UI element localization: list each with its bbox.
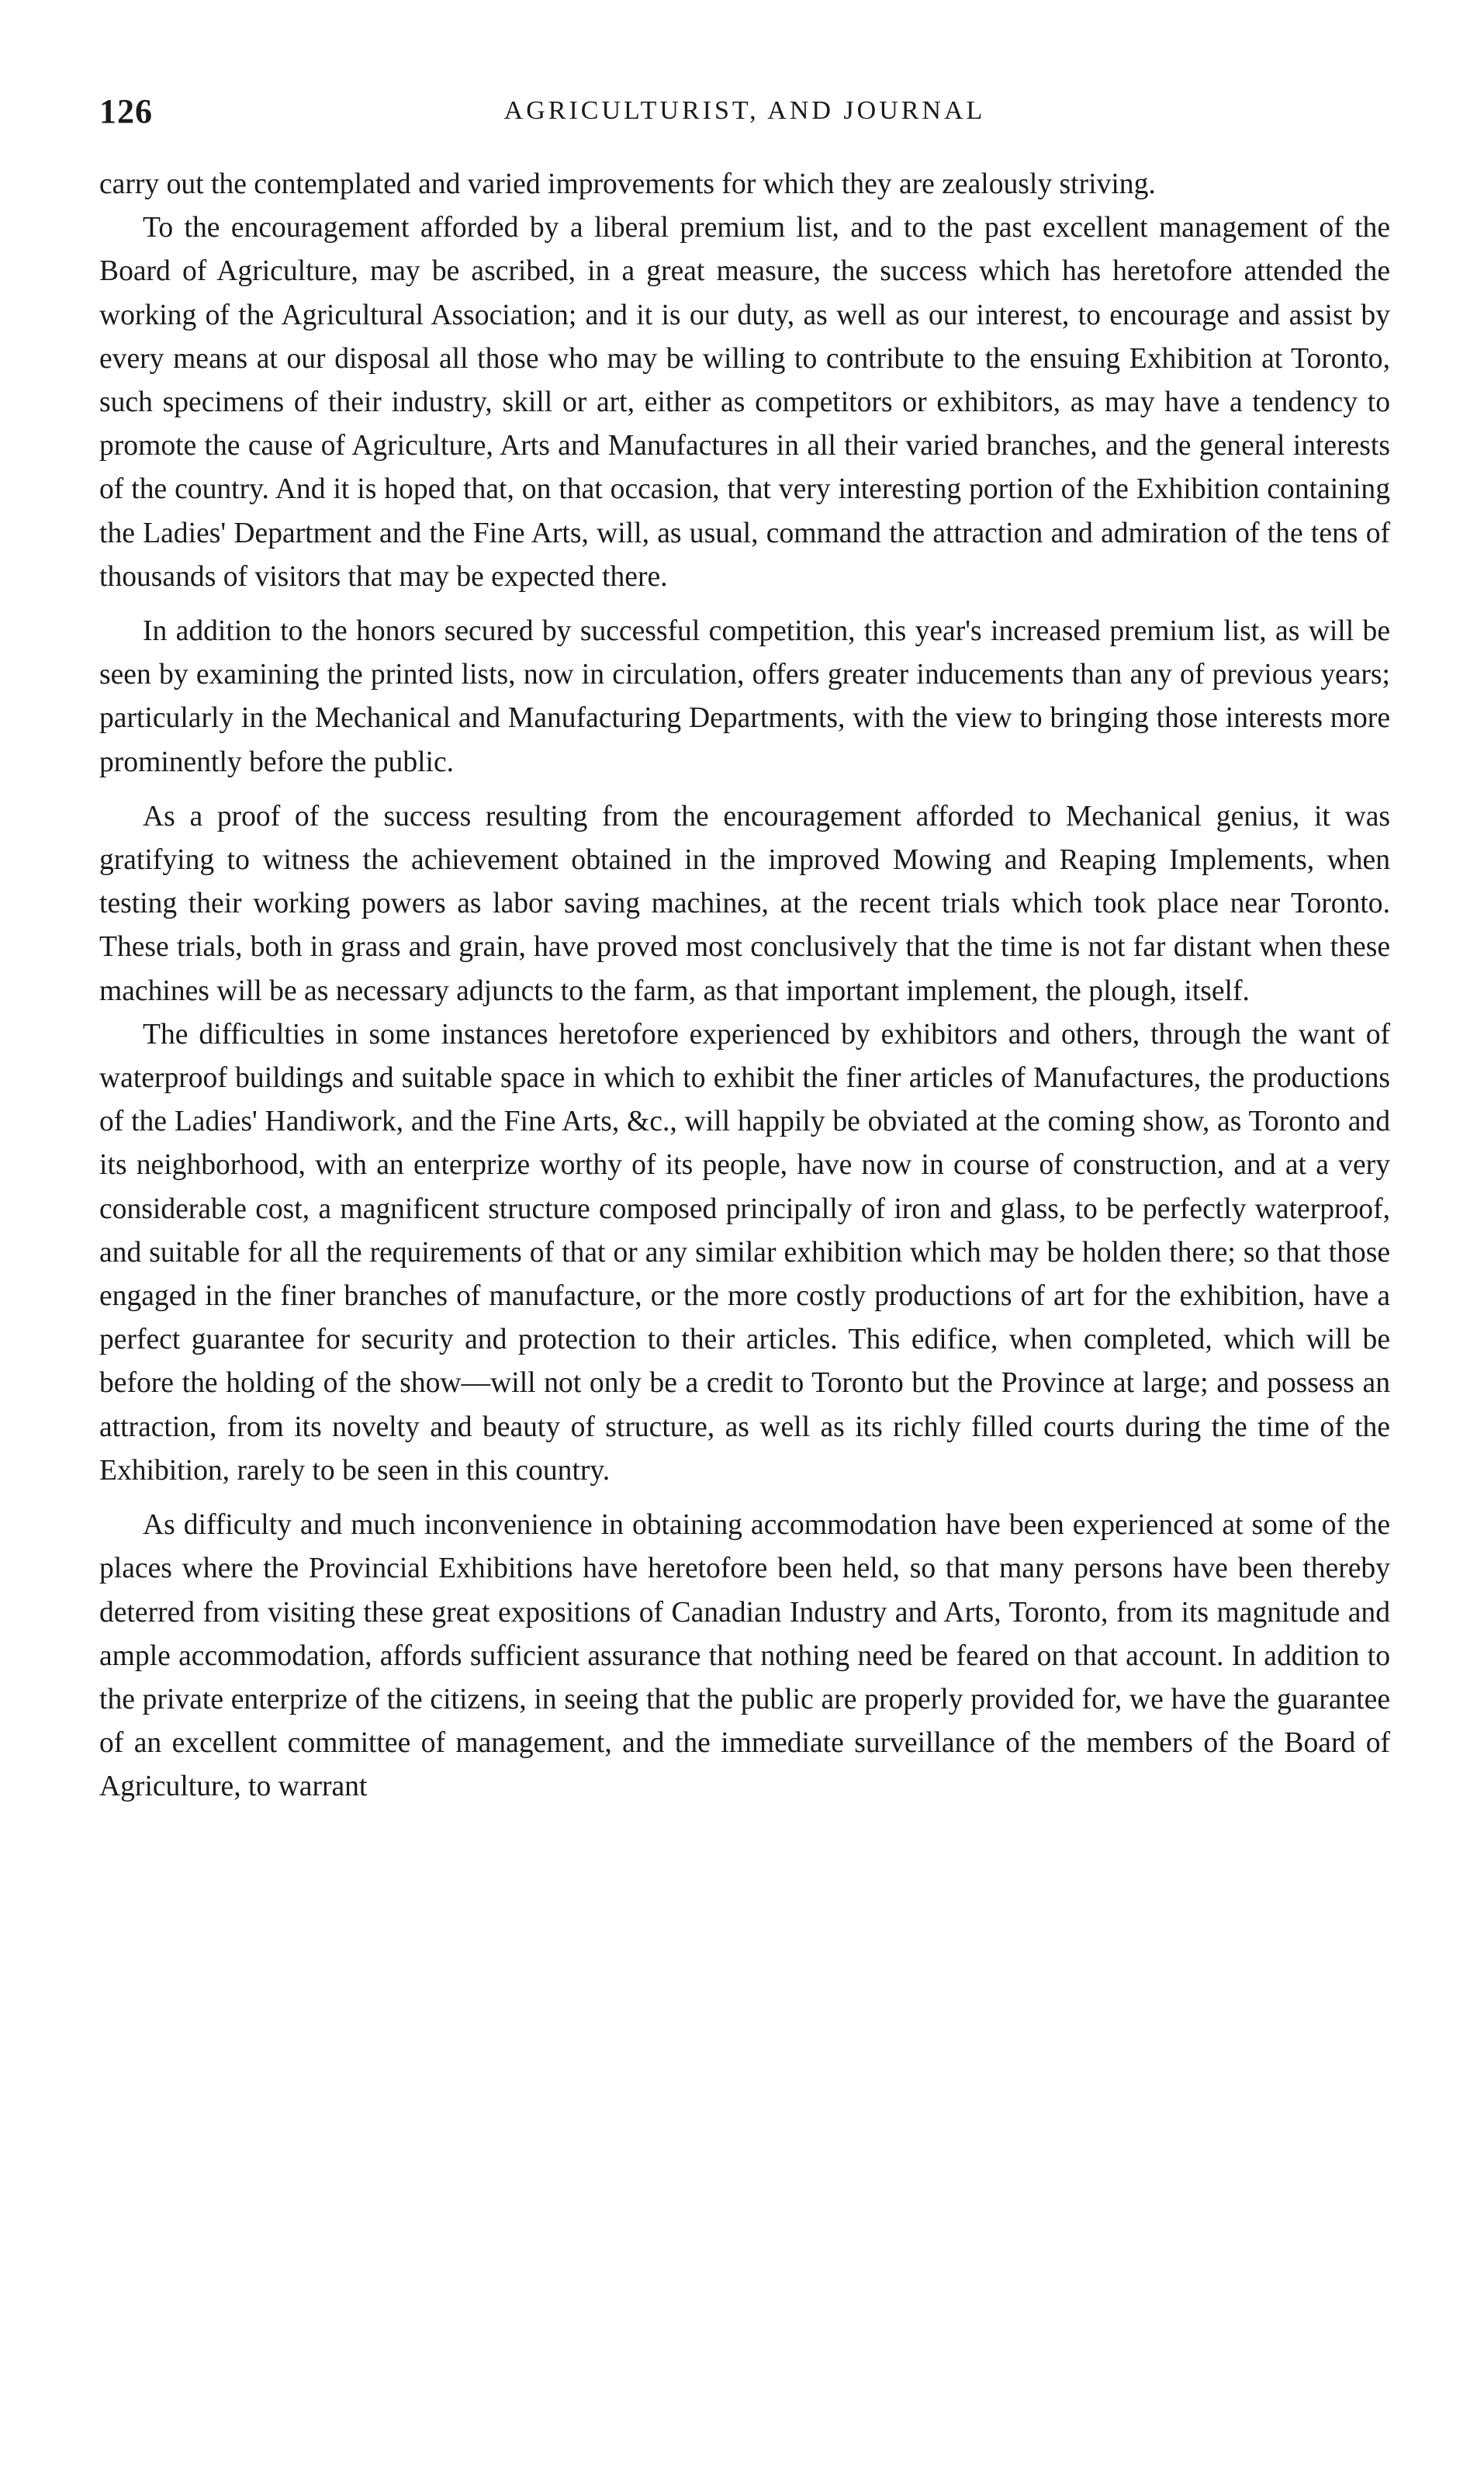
paragraph-encouragement: To the encouragement afforded by a liberal premium list, and to the past excellent management of the Board of Agriculture, may be ascribed, in a great measure, the success which has heretofore attended the working of the Agricultural Association; and it is our duty, as well as our interest, to encourage and assist by every means at our disposal all those who may be willing to contribute to the ensuing Exhibition at Toronto, such specimens of their industry, skill or art, either as competitors or exhibitors, as may have a tendency to promote the cause of Agriculture, Arts and Manufactures in all their varied branches, and the general interests of the country. And it is hoped that, on that occasion, that very interesting portion of the Exhibition containing the Ladies' Department and the Fine Arts, will, as usual, command the attraction and admiration of the tens of thousands of visitors that may be expected there. — [99, 212, 1390, 593]
paragraph-mechanical-genius: As a proof of the success resulting from the encouragement afforded to Mechanical genius, it was gratifying to witness the achievement obtained in the improved Mowing and Reaping Implements, when testing their working powers as labor saving machines, at the recent trials which took place near Toronto. These trials, both in grass and grain, have proved most conclusively that the time is not far distant when these machines will be as necessary adjuncts to the farm, as that important implement, the plough, itself. — [99, 800, 1390, 1007]
article-body — [99, 163, 1390, 1809]
running-title: AGRICULTURIST, AND JOURNAL — [503, 96, 986, 125]
paragraph-continued: carry out the contemplated and varied improvements for which they are zealously striving. — [99, 168, 1156, 200]
paragraph-premium-list: In addition to the honors secured by successful competition, this year's increased premium list, as will be seen by examining the printed lists, now in circulation, offers greater inducements than any of previous years; particularly in the Mechanical and Manufacturing Departments, with the view to bringing those interests more prominently before the public. — [99, 615, 1390, 778]
document-page — [99, 92, 1390, 1809]
page-number: 126 — [99, 92, 153, 130]
page-header — [99, 92, 1390, 146]
paragraph-waterproof-buildings: The difficulties in some instances heretofore experienced by exhibitors and others, through the want of waterproof buildings and suitable space in which to exhibit the finer articles of Manufactures, the productions of the Ladies' Handiwork, and the Fine Arts, &c., will happily be obviated at the coming show, as Toronto and its neighborhood, with an enterprize worthy of its people, have now in course of construction, and at a very considerable cost, a magnificent structure composed principally of iron and glass, to be perfectly waterproof, and suitable for all the requirements of that or any similar exhibition which may be holden there; so that those engaged in the finer branches of manufacture, or the more costly productions of art for the exhibition, have a perfect guarantee for security and protection to their articles. This edifice, when completed, which will be before the holding of the show—will not only be a credit to Toronto but the Province at large; and possess an attraction, from its novelty and beauty of structure, as well as its richly filled courts during the time of the Exhibition, rarely to be seen in this country. — [99, 1018, 1390, 1487]
paragraph-accommodation: As difficulty and much inconvenience in obtaining accommodation have been experienced at some of the places where the Provincial Exhibitions have heretofore been held, so that many persons have been thereby deterred from visiting these great expositions of Canadian Industry and Arts, Toronto, from its magnitude and ample accommodation, affords sufficient assurance that nothing need be feared on that account. In addition to the private enterprize of the citizens, in seeing that the public are properly provided for, we have the guarantee of an excellent committee of management, and the immediate surveillance of the members of the Board of Agriculture, to warrant — [99, 1509, 1390, 1803]
